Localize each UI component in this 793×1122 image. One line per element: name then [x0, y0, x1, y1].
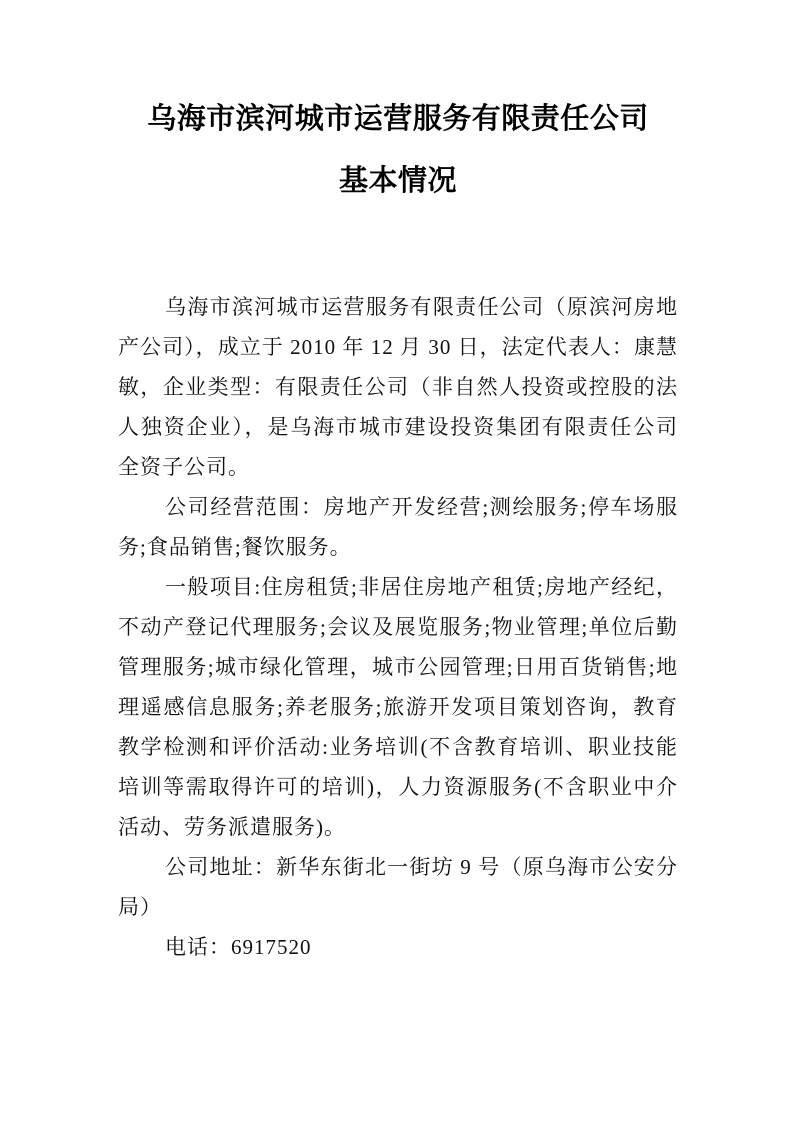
document-title: [118, 88, 678, 212]
paragraph-business-scope: 公司经营范围：房地产开发经营;测绘服务;停车场服务;食品销售;餐饮服务。: [118, 495, 678, 559]
company-title: 乌海市滨河城市运营服务有限责任公司: [147, 103, 649, 135]
line-company-address: 公司地址：新华东街北一街坊 9 号（原乌海市公安分局）: [118, 855, 678, 919]
paragraph-general-projects: 一般项目:住房租赁;非居住房地产租赁;房地产经纪，不动产登记代理服务;会议及展览服务;物业管理;单位后勤管理服务;城市绿化管理，城市公园管理;日用百货销售;地理遥感信息服务;养老服务;旅游开发项目策划咨询，教育教学检测和评价活动:业务培训(不含教育培训、职业技能培训等需取得许可的培训)，人力资源服务(不含职业中介活动、劳务派遣服务)。: [118, 575, 678, 839]
line-phone-number: 电话：6917520: [165, 935, 312, 959]
document-body: [118, 287, 678, 967]
paragraph-company-overview: 乌海市滨河城市运营服务有限责任公司（原滨河房地产公司），成立于 2010 年 12 月 30 日，法定代表人：康慧敏，企业类型：有限责任公司（非自然人投资或控股的法人独资企业），是乌海市城市建设投资集团有限责任公司全资子公司。: [118, 295, 678, 479]
subtitle-basic-info: 基本情况: [338, 165, 457, 197]
